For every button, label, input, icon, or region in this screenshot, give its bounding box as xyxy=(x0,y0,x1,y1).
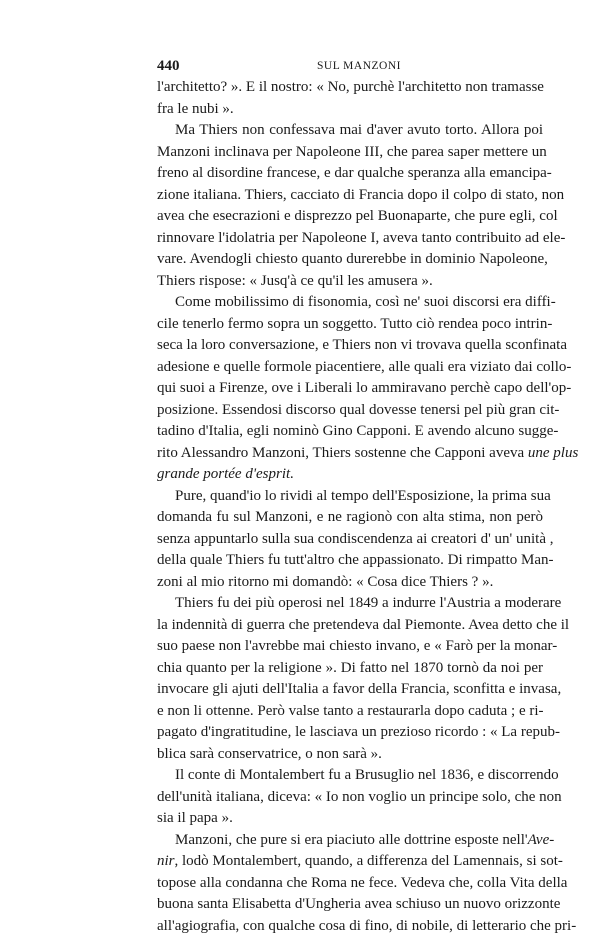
text-line: zione italiana. Thiers, cacciato di Francia dopo il colpo di stato, non xyxy=(157,185,543,207)
text-line: pagato d'ingratitudine, le lasciava un prezioso ricordo : « La repub- xyxy=(157,722,543,744)
page-body xyxy=(157,77,543,937)
text-line: all'agiografia, con qualche cosa di fino, di nobile, di letterario che pri- xyxy=(157,916,543,937)
text-line: invocare gli ajuti dell'Italia a favor della Francia, sconfitta e invasa, xyxy=(157,679,543,701)
text-line: topose alla condanna che Roma ne fece. Vedeva che, colla Vita della xyxy=(157,873,543,895)
text-line xyxy=(157,443,543,465)
text-line: tadino d'Italia, egli nominò Gino Capponi. E avendo alcuno sugge- xyxy=(157,421,543,443)
text-line: suo paese non l'avrebbe mai chiesto invano, e « Farò per la monar- xyxy=(157,636,543,658)
text-line: Ma Thiers non confessava mai d'aver avuto torto. Allora poi xyxy=(157,120,543,142)
text-line: cile tenerlo fermo sopra un soggetto. Tutto ciò rendea poco intrin- xyxy=(157,314,543,336)
text-line: la indennità di guerra che pretendeva dal Piemonte. Avea detto che il xyxy=(157,615,543,637)
text-line xyxy=(157,464,543,486)
text-line: della quale Thiers fu tutt'altro che appassionato. Di rimpatto Man- xyxy=(157,550,543,572)
text-line: dell'unità italiana, diceva: « Io non voglio un principe solo, che non xyxy=(157,787,543,809)
text-line: rinnovare l'idolatria per Napoleone I, aveva tanto contribuito ad ele- xyxy=(157,228,543,250)
text-line: zoni al mio ritorno mi domandò: « Cosa dice Thiers ? ». xyxy=(157,572,543,594)
text-line: freno al disordine francese, e dar qualche speranza alla emancipa- xyxy=(157,163,543,185)
text-line: domanda fu sul Manzoni, e ne ragionò con alta stima, non però xyxy=(157,507,543,529)
text-line: vare. Avendogli chiesto quanto durerebbe in dominio Napoleone, xyxy=(157,249,543,271)
text-line: Il conte di Montalembert fu a Brusuglio nel 1836, e discorrendo xyxy=(157,765,543,787)
text-segment: rito Alessandro Manzoni, Thiers sostenne che Capponi aveva xyxy=(157,445,528,461)
text-line: seca la loro conversazione, e Thiers non vi trovava quella sconfinata xyxy=(157,335,543,357)
text-line: blica sarà conservatrice, o non sarà ». xyxy=(157,744,543,766)
running-title: SUL MANZONI xyxy=(317,60,401,72)
italic-phrase: une plus xyxy=(528,445,578,461)
italic-word: Ave- xyxy=(528,832,555,848)
text-line: Thiers fu dei più operosi nel 1849 a indurre l'Austria a moderare xyxy=(157,593,543,615)
page-header xyxy=(157,58,543,78)
text-line: e non li ottenne. Però valse tanto a restaurarla dopo caduta ; e ri- xyxy=(157,701,543,723)
text-line: fra le nubi ». xyxy=(157,99,543,121)
text-line xyxy=(157,830,543,852)
text-line: Manzoni inclinava per Napoleone III, che parea saper mettere un xyxy=(157,142,543,164)
text-line: l'architetto? ». E il nostro: « No, purchè l'architetto non tramasse xyxy=(157,77,543,99)
text-line: Thiers rispose: « Jusq'à ce qu'il les amusera ». xyxy=(157,271,543,293)
text-line: buona santa Elisabetta d'Ungheria avea schiuso un nuovo orizzonte xyxy=(157,894,543,916)
text-line: chia quanto per la religione ». Di fatto nel 1870 tornò da noi per xyxy=(157,658,543,680)
text-line xyxy=(157,851,543,873)
text-line: Pure, quand'io lo rividi al tempo dell'Esposizione, la prima sua xyxy=(157,486,543,508)
text-line: avea che esecrazioni e disprezzo pel Buonaparte, che pure egli, col xyxy=(157,206,543,228)
text-line: senza appuntarlo sulla sua condiscendenza ai creatori d' un' unità , xyxy=(157,529,543,551)
text-line: Come mobilissimo di fisonomia, così ne' suoi discorsi era diffi- xyxy=(157,292,543,314)
text-segment: , lodò Montalembert, quando, a differenza del Lamennais, si sot- xyxy=(175,853,563,869)
text-line: qui suoi a Firenze, ove i Liberali lo ammiravano perchè capo dell'op- xyxy=(157,378,543,400)
italic-phrase: grande portée d'esprit. xyxy=(157,466,294,482)
text-line: adesione e quelle formole piacentiere, alle quali era viziato dai collo- xyxy=(157,357,543,379)
italic-word: nir xyxy=(157,853,175,869)
text-line: sia il papa ». xyxy=(157,808,543,830)
text-segment: Manzoni, che pure si era piaciuto alle dottrine esposte nell' xyxy=(175,832,528,848)
text-line: posizione. Essendosi discorso qual dovesse tenersi pel più gran cit- xyxy=(157,400,543,422)
page-number: 440 xyxy=(157,58,180,75)
